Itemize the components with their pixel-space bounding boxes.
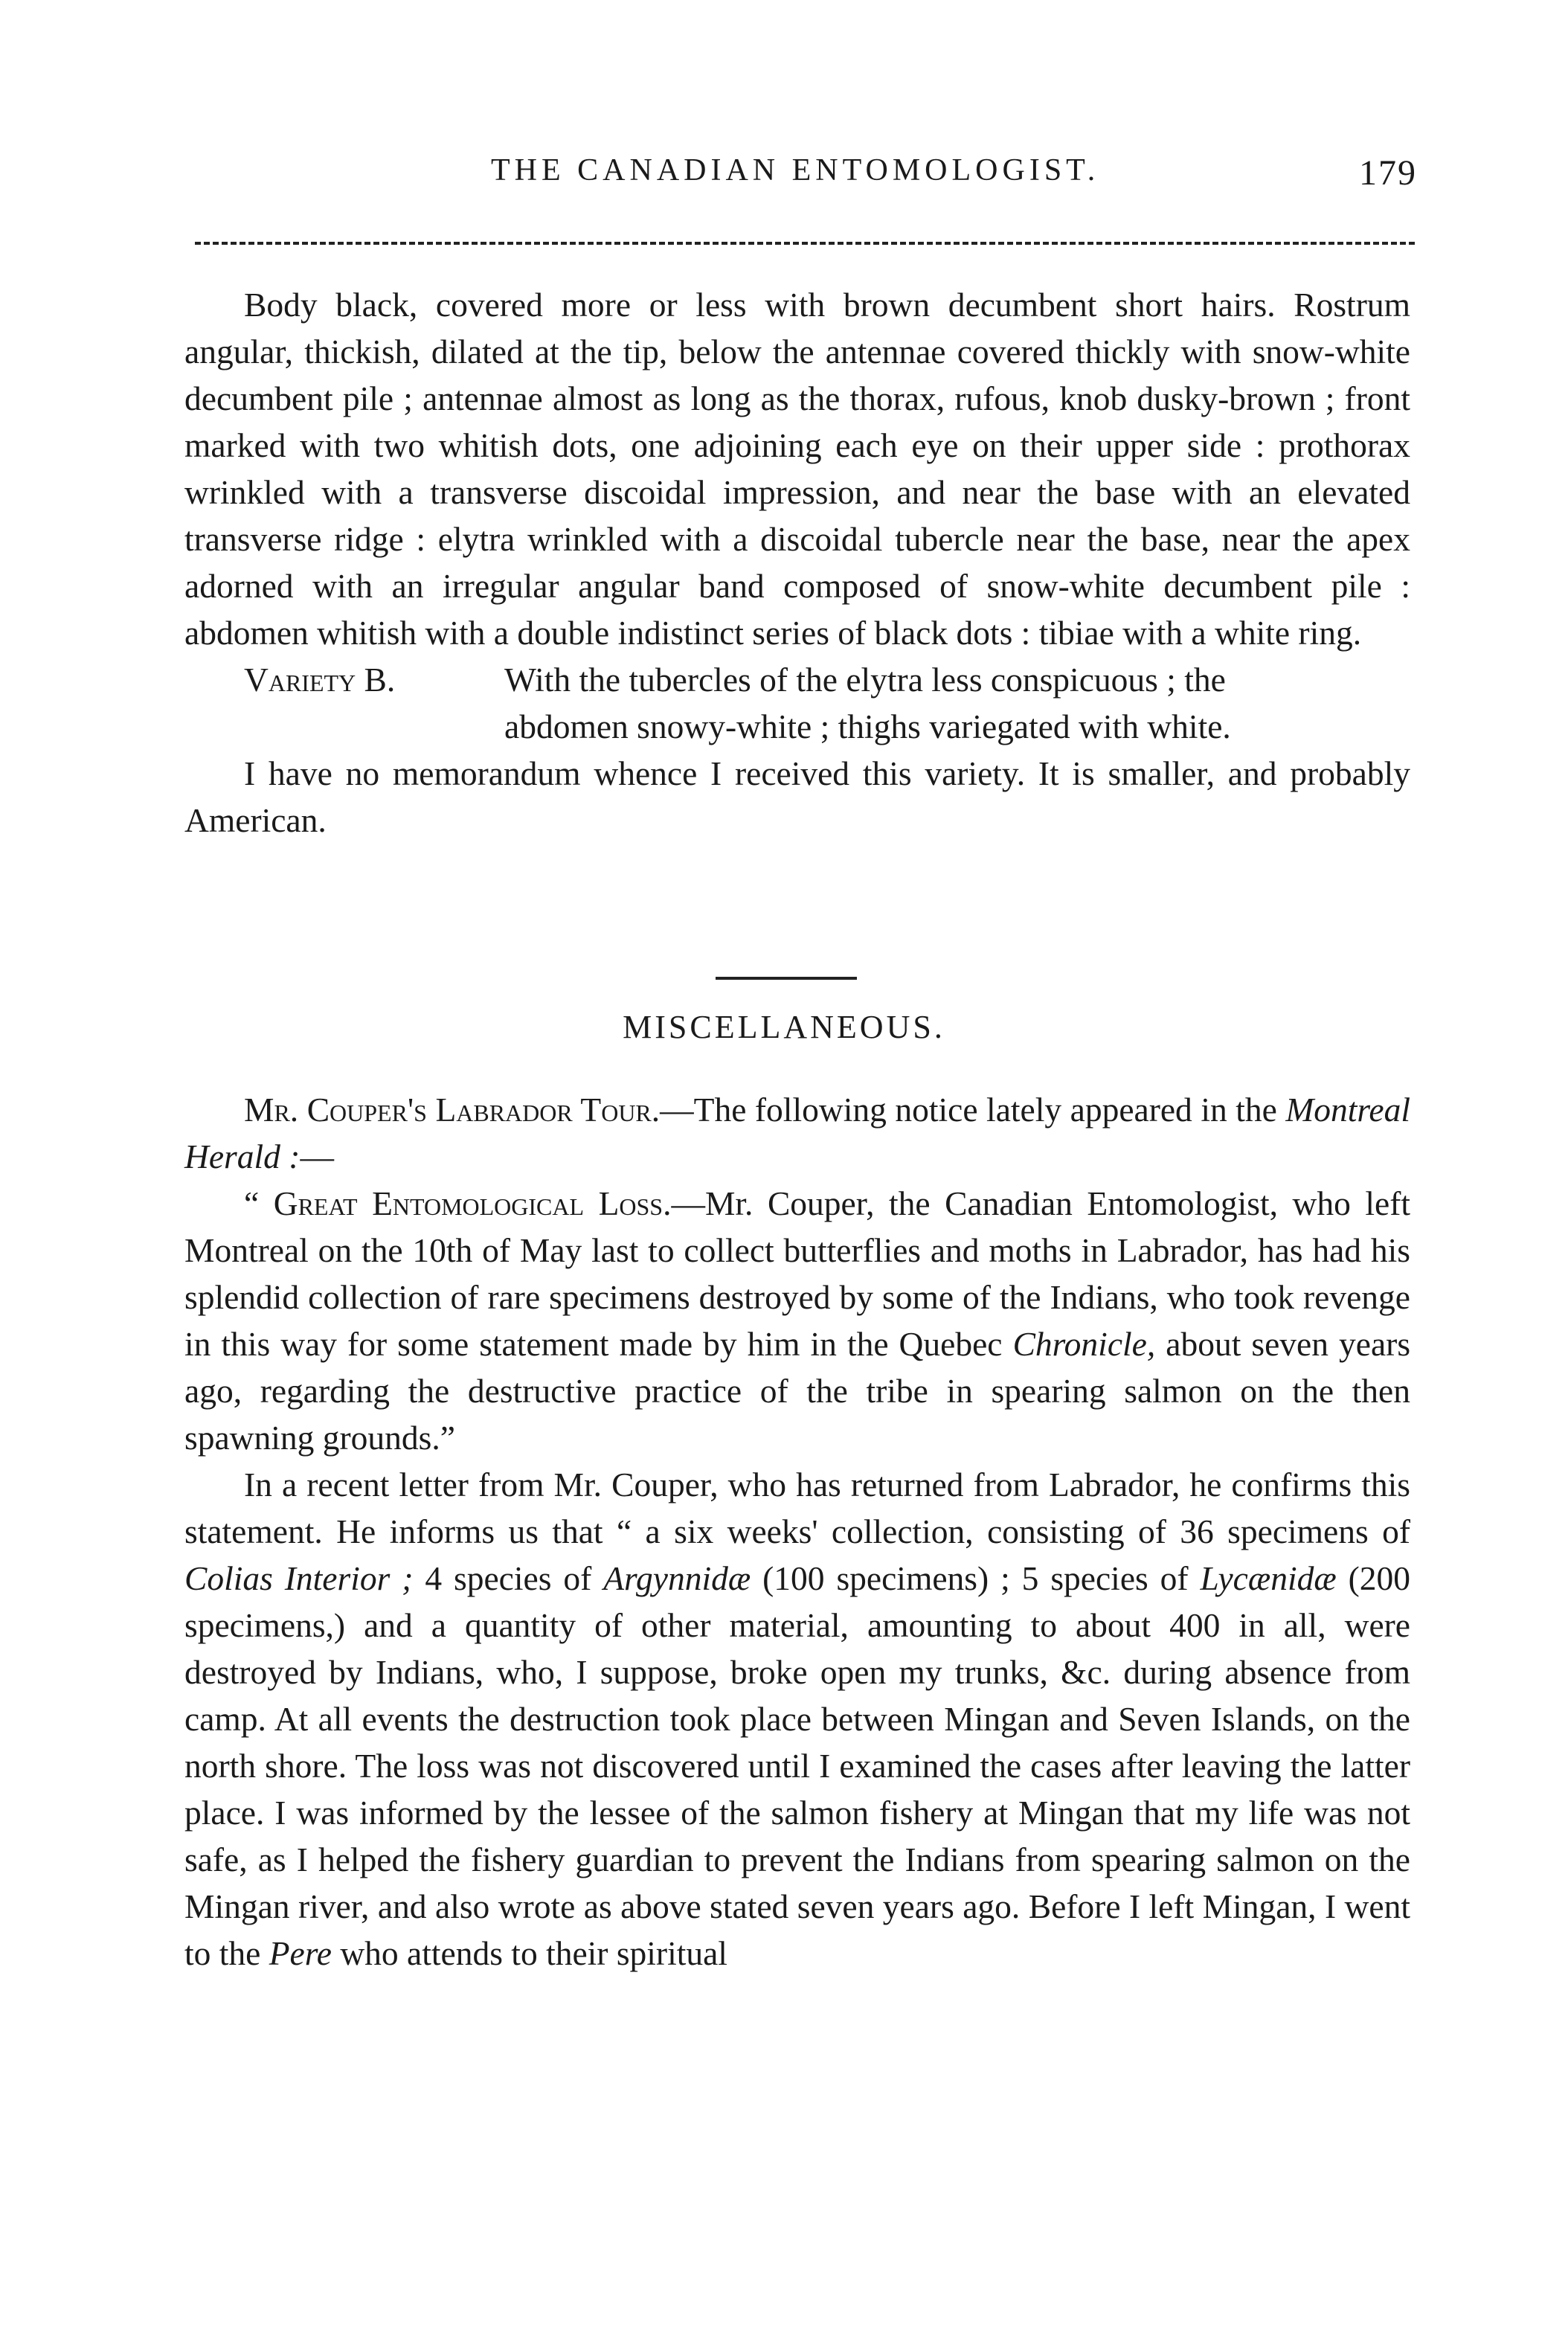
header-rule [195, 242, 1415, 245]
couper-letter-paragraph: In a recent letter from Mr. Couper, who has returned from Labrador, he confirms this statement. He informs us that “ a six weeks' collection, consisting of 36 specimens of Colias Interior ; 4 species of Argynnidæ (100 specimens) ; 5 species of Lycænidæ (200 specimens,) and a quantity of other material, amounting to about 400 in all, were destroyed by Indians, who, I suppose, broke open my trunks, &c. during absence from camp. At all events the destruction took place between Mingan and Seven Islands, on the north shore. The loss was not discovered until I examined the cases after leaving the latter place. I was informed by the lessee of the salmon fishery at Mingan that my life was not safe, as I helped the fishery guardian to prevent the Indians from spearing salmon on the Mingan river, and also wrote as above stated seven years ago. Before I left Mingan, I went to the Pere who attends to their spiritual [184, 1466, 1411, 1972]
page-header [179, 153, 1417, 197]
variety-line-2: abdomen snowy-white ; thighs variegated with white. [504, 707, 1231, 745]
quoted-notice: “ Great Entomological Loss.—Mr. Couper, the Canadian Entomologist, who left Montreal on the 10th of May last to collect butterflies and moths in Labrador, has had his splendid collection of rare specimens destroyed by some of the Indians, who took revenge in this way for some statement made by him in the Quebec Chronicle, about seven years ago, regarding the destructive practice of the tribe in spearing salmon on the then spawning grounds.” [184, 1184, 1411, 1457]
article-heading: Mr. Couper's Labrador Tour. [244, 1091, 661, 1129]
section-title: MISCELLANEOUS. [623, 1009, 945, 1045]
species-description-block [184, 281, 1410, 844]
species-description: Body black, covered more or less with brown decumbent short hairs. Rostrum angular, thickish, dilated at the tip, below the antennae covered thickly with snow-white decumbent pile ; antennae almost as long as the thorax, rufous, knob dusky-brown ; front marked with two whitish dots, one adjoining each eye on their upper side : prothorax wrinkled with a transverse discoidal impression, and near the base with an elevated transverse ridge : elytra wrinkled with a discoidal tubercle near the base, near the apex adorned with an irregular angular band composed of snow-white decumbent pile : abdomen whitish with a double indistinct series of black dots : tibiae with a white ring. [184, 286, 1410, 652]
running-title: THE CANADIAN ENTOMOLOGIST. [491, 153, 1100, 187]
miscellaneous-article [184, 1086, 1410, 1977]
variety-entry [184, 656, 1410, 750]
newspaper-title: Montreal Herald : [184, 1091, 1410, 1175]
quote-heading: “ Great Entomological Loss. [244, 1184, 672, 1222]
article-intro: Mr. Couper's Labrador Tour.—The following notice lately appeared in the Montreal Herald :— [184, 1091, 1410, 1175]
variety-note: I have no memorandum whence I received this variety. It is smaller, and probably American. [184, 754, 1410, 839]
variety-label: Variety B. [244, 661, 396, 699]
section-divider [716, 977, 857, 980]
page-number: 179 [1359, 153, 1417, 193]
variety-line-1: With the tubercles of the elytra less conspicuous ; the [504, 661, 1226, 699]
